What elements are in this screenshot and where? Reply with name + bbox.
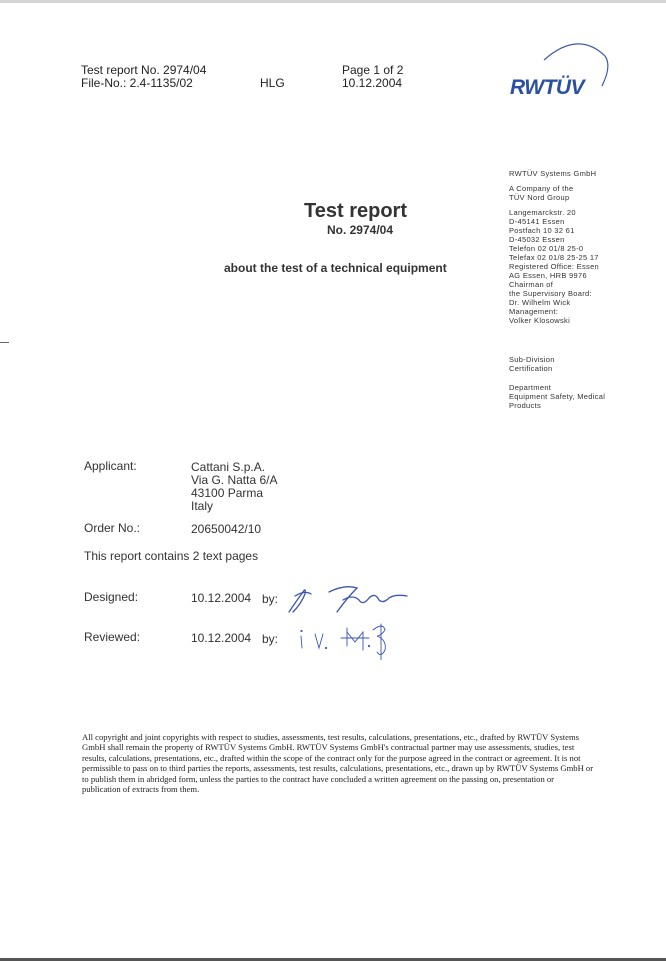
- subdivision-line: Sub-Division: [509, 355, 555, 364]
- company-group-line: A Company of the: [509, 184, 574, 193]
- company-address-line: Registered Office: Essen: [509, 262, 600, 271]
- designed-by-label: by:: [262, 592, 279, 606]
- order-value: 20650042/10: [191, 522, 262, 536]
- applicant-label: Applicant:: [84, 459, 137, 473]
- rwtuv-logo: [508, 38, 612, 100]
- applicant-value: [191, 461, 278, 513]
- document-title: Test report: [304, 200, 407, 222]
- company-address-line: Chairman of: [509, 280, 554, 289]
- reviewed-by-label: by:: [262, 632, 279, 646]
- applicant-line: Italy: [191, 499, 214, 513]
- company-group-line: TÜV Nord Group: [509, 193, 570, 202]
- reviewed-label: Reviewed:: [84, 630, 141, 644]
- designed-date: 10.12.2004: [191, 591, 252, 605]
- company-address-line: Postfach 10 32 61: [509, 226, 575, 235]
- header-initials: HLG: [260, 76, 285, 90]
- header-report-no: Test report No. 2974/04: [81, 63, 207, 77]
- page-bottom-border: [0, 958, 666, 961]
- department-line: Products: [509, 401, 541, 410]
- company-address-line: AG Essen, HRB 9976: [509, 271, 587, 280]
- applicant-line: Cattani S.p.A.: [191, 460, 266, 474]
- header-right: [342, 64, 403, 90]
- department-line: Department: [509, 383, 552, 392]
- order-label: Order No.:: [84, 521, 141, 535]
- designed-label: Designed:: [84, 590, 139, 604]
- header-page: Page 1 of 2: [342, 63, 404, 77]
- page-top-border: [0, 0, 666, 3]
- reviewed-date: 10.12.2004: [191, 631, 252, 645]
- company-address-line: Langemarckstr. 20: [509, 208, 576, 217]
- subdivision-line: Certification: [509, 364, 553, 373]
- company-info-column: [509, 169, 659, 410]
- applicant-line: Via G. Natta 6/A: [191, 473, 278, 487]
- company-address-line: Management:: [509, 307, 559, 316]
- copyright-notice: All copyright and joint copyrights with respect to studies, assessments, test results, calculations, presentations, etc., drafted by RWTÜV Systems GmbH shall remain the property of RWTÜV Systems GmbH. RWTÜV Systems GmbH's contractual partner may use assessments, studies, test results, calculations, presentations, etc., drafted within the scope of the contract only for the purpose agreed in the contract or agreement. It is not permissible to pass on to third parties the reports, assessments, test results, calculations, presentations, etc., drawn up by RWTÜV Systems GmbH or to publish them in abridged form, unless the parties to the contract have concluded a written agreement on the passing on, presentation or publication of extracts from them.: [82, 732, 594, 795]
- designer-signature-icon: [283, 582, 413, 616]
- logo-text: RWTÜV: [510, 76, 585, 99]
- company-address-line: Telefon 02 01/8 25-0: [509, 244, 584, 253]
- reviewer-signature-icon: [297, 616, 397, 660]
- header-file-no: File-No.: 2.4-1135/02: [81, 76, 193, 90]
- header-left: [81, 64, 206, 90]
- company-address-line: D-45141 Essen: [509, 217, 565, 226]
- company-name: RWTÜV Systems GmbH: [509, 169, 597, 178]
- applicant-line: 43100 Parma: [191, 486, 264, 500]
- company-address-line: Dr. Wilhelm Wick: [509, 298, 571, 307]
- company-address-line: the Supervisory Board:: [509, 289, 592, 298]
- company-address-line: D-45032 Essen: [509, 235, 565, 244]
- title-block: [200, 199, 480, 237]
- company-address-line: Volker Klosowski: [509, 316, 571, 325]
- department-line: Equipment Safety, Medical: [509, 392, 606, 401]
- pages-note: This report contains 2 text pages: [84, 549, 259, 563]
- company-address-line: Telefax 02 01/8 25-25 17: [509, 253, 599, 262]
- report-number: No. 2974/04: [326, 223, 393, 237]
- document-subtitle: about the test of a technical equipment: [224, 261, 447, 275]
- margin-mark: [0, 342, 9, 343]
- header-date: 10.12.2004: [342, 76, 403, 90]
